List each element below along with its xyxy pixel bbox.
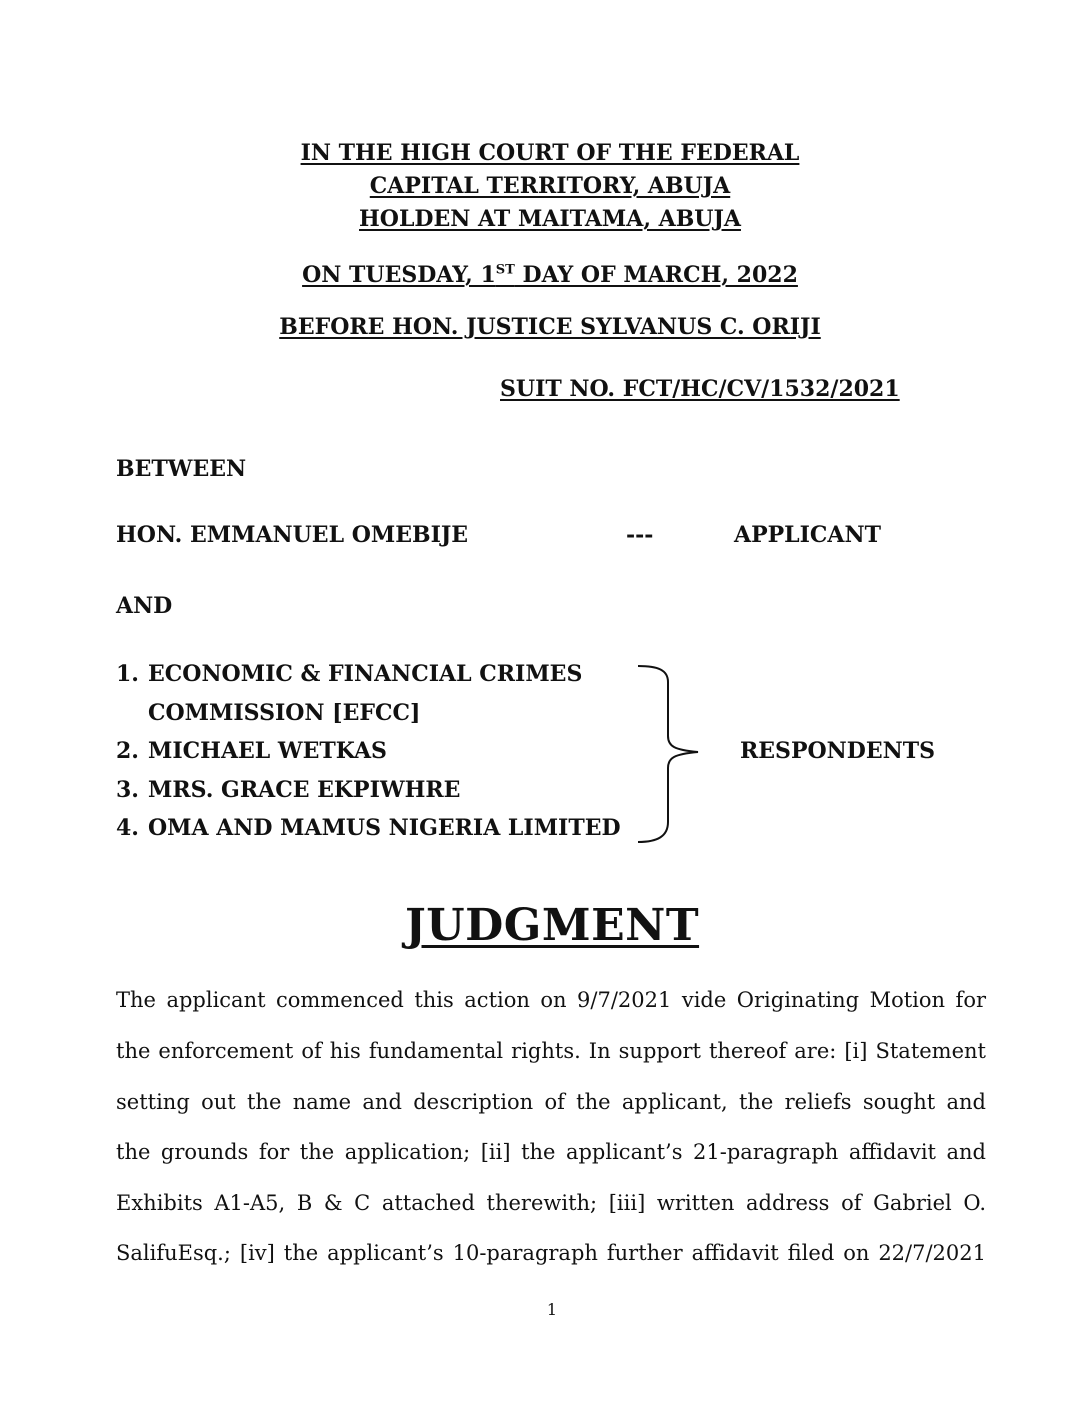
respondent-number: 1.	[116, 661, 139, 687]
hearing-date: ON TUESDAY, 1ST DAY OF MARCH, 2022	[302, 262, 798, 288]
respondent-name: MRS. GRACE EKPIWHRE	[148, 777, 461, 803]
body-line: The applicant commenced this action on 9/7/2021 vide Originating Motion for	[116, 988, 986, 1012]
body-line: setting out the name and description of the applicant, the reliefs sought and	[116, 1090, 986, 1114]
respondent-name: OMA AND MAMUS NIGERIA LIMITED	[148, 815, 621, 841]
court-title-line-2: CAPITAL TERRITORY, ABUJA	[369, 173, 731, 199]
applicant-separator: ---	[626, 522, 654, 548]
curly-brace	[636, 662, 708, 846]
applicant-role: APPLICANT	[734, 522, 881, 548]
page-number: 1	[546, 1300, 558, 1319]
court-title-line-3: HOLDEN AT MAITAMA, ABUJA	[359, 206, 741, 232]
respondent-number: 3.	[116, 777, 139, 803]
respondents-role: RESPONDENTS	[740, 738, 935, 764]
applicant-name: HON. EMMANUEL OMEBIJE	[116, 522, 469, 548]
respondent-name: ECONOMIC & FINANCIAL CRIMES	[148, 661, 583, 687]
body-line: SalifuEsq.; [iv] the applicant’s 10-paragraph further affidavit filed on 22/7/2021	[116, 1241, 986, 1265]
judgment-heading: JUDGMENT	[404, 900, 700, 951]
presiding-judge: BEFORE HON. JUSTICE SYLVANUS C. ORIJI	[279, 314, 821, 340]
body-line: Exhibits A1-A5, B & C attached therewith; [iii] written address of Gabriel O.	[116, 1191, 986, 1215]
respondent-name-continued: COMMISSION [EFCC]	[148, 700, 421, 726]
and-label: AND	[116, 593, 173, 619]
respondent-number: 4.	[116, 815, 139, 841]
between-label: BETWEEN	[116, 456, 247, 482]
suit-number: SUIT NO. FCT/HC/CV/1532/2021	[500, 376, 900, 402]
court-title-line-1: IN THE HIGH COURT OF THE FEDERAL	[300, 140, 800, 166]
respondent-number: 2.	[116, 738, 139, 764]
body-line: the enforcement of his fundamental rights. In support thereof are: [i] Statement	[116, 1039, 986, 1063]
body-line: the grounds for the application; [ii] the applicant’s 21-paragraph affidavit and	[116, 1140, 986, 1164]
respondent-name: MICHAEL WETKAS	[148, 738, 387, 764]
